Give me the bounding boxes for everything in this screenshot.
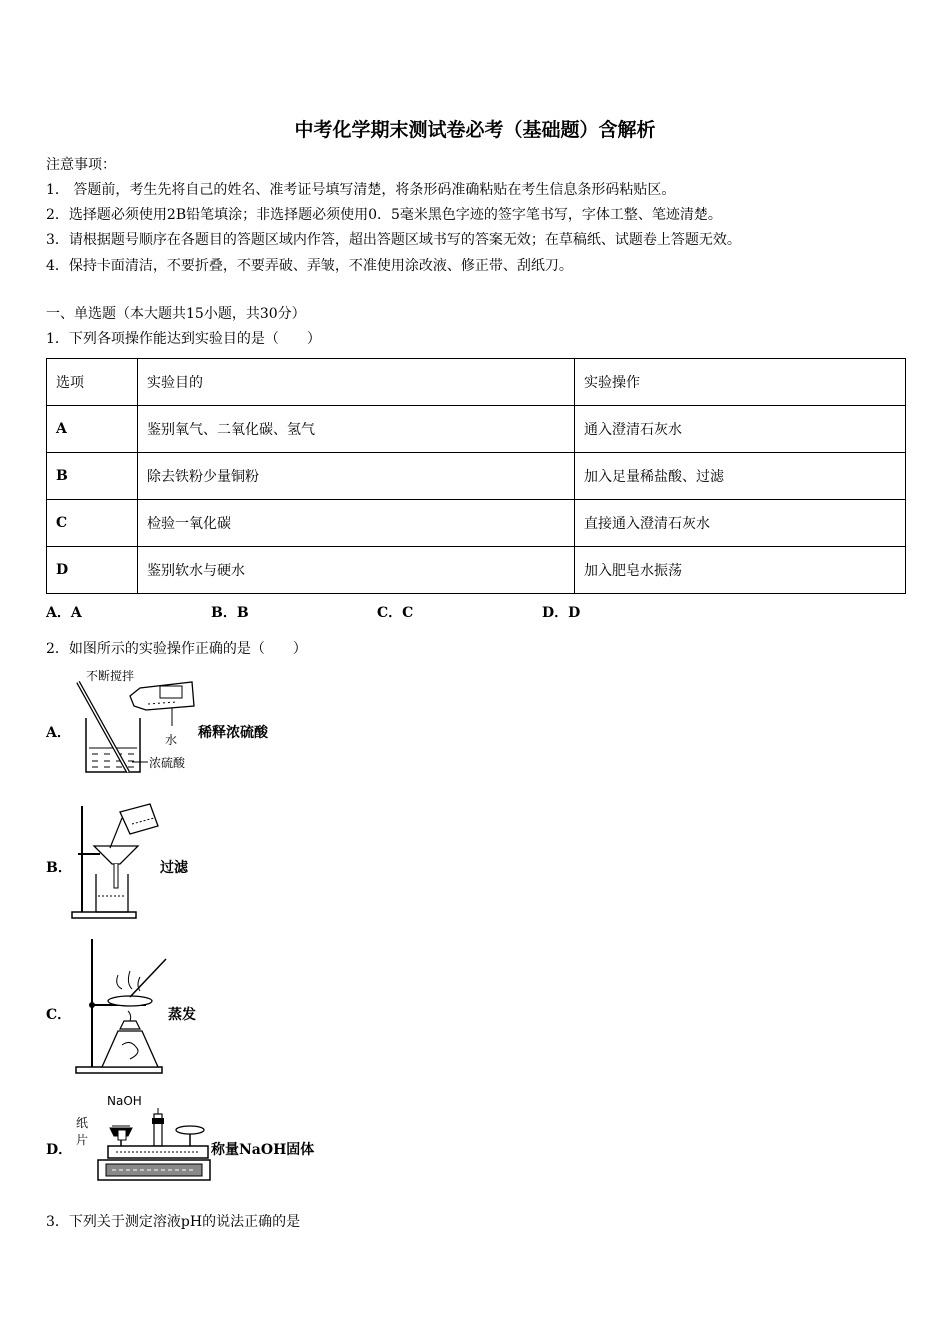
table-cell: 检验一氧化碳 bbox=[138, 500, 575, 547]
naoh-label: NaOH bbox=[107, 1094, 142, 1108]
answer-option-c[interactable]: C．C bbox=[377, 605, 414, 621]
table-cell: 加入足量稀盐酸、过滤 bbox=[575, 453, 906, 500]
table-cell: 鉴别软水与硬水 bbox=[138, 547, 575, 594]
notice-item: 2．选择题必须使用2B铅笔填涂；非选择题必须使用0．5毫米黑色字迹的签字笔书写，字体工整、笔迹清楚。 bbox=[46, 207, 722, 223]
water-label: 水 bbox=[165, 733, 178, 747]
evaporation-illustration bbox=[70, 935, 172, 1075]
notice-item: 4．保持卡面清洁，不要折叠，不要弄破、弄皱，不准使用涂改液、修正带、刮纸刀。 bbox=[46, 258, 573, 274]
question-1-table bbox=[46, 358, 906, 594]
acid-label: 浓硫酸 bbox=[149, 756, 186, 770]
section-heading: 一、单选题（本大题共15小题，共30分） bbox=[46, 306, 306, 322]
balance-illustration bbox=[88, 1102, 212, 1184]
option-b-letter[interactable]: B． bbox=[46, 860, 72, 876]
answer-option-a[interactable]: A．A bbox=[46, 605, 82, 621]
answer-option-b[interactable]: B．B bbox=[211, 605, 249, 621]
paper-label-1: 纸 bbox=[76, 1116, 89, 1130]
answer-option-d[interactable]: D．D bbox=[542, 605, 581, 621]
table-cell: 通入澄清石灰水 bbox=[575, 406, 906, 453]
header-cell: 选项 bbox=[47, 359, 138, 406]
table-cell: 加入肥皂水振荡 bbox=[575, 547, 906, 594]
option-c-caption: 蒸发 bbox=[168, 1007, 196, 1023]
table-cell: D bbox=[47, 547, 138, 594]
option-a-letter[interactable]: A． bbox=[46, 725, 71, 741]
option-b-caption: 过滤 bbox=[160, 860, 188, 876]
question-3-stem: 3．下列关于测定溶液pH的说法正确的是 bbox=[46, 1214, 301, 1230]
notice-item: 1． 答题前，考生先将自己的姓名、准考证号填写清楚，将条形码准确粘贴在考生信息条形码粘贴区。 bbox=[46, 182, 676, 198]
filtration-illustration bbox=[70, 800, 162, 922]
table-cell: 直接通入澄清石灰水 bbox=[575, 500, 906, 547]
table-row bbox=[47, 547, 906, 594]
option-d-caption: 称量NaOH固体 bbox=[211, 1142, 315, 1158]
paper-label-2: 片 bbox=[76, 1133, 89, 1147]
table-cell: C bbox=[47, 500, 138, 547]
header-cell: 实验目的 bbox=[138, 359, 575, 406]
option-d-letter[interactable]: D． bbox=[46, 1142, 73, 1158]
stir-label: 不断搅拌 bbox=[86, 669, 135, 683]
page-title: 中考化学期末测试卷必考（基础题）含解析 bbox=[294, 119, 656, 141]
table-row bbox=[47, 453, 906, 500]
table-row bbox=[47, 406, 906, 453]
option-a-caption: 稀释浓硫酸 bbox=[198, 725, 268, 741]
table-header-row bbox=[47, 359, 906, 406]
header-cell: 实验操作 bbox=[575, 359, 906, 406]
notice-heading: 注意事项： bbox=[46, 157, 116, 173]
question-2-stem: 2．如图所示的实验操作正确的是（ ） bbox=[46, 641, 307, 657]
table-cell: B bbox=[47, 453, 138, 500]
notice-item: 3．请根据题号顺序在各题目的答题区域内作答，超出答题区域书写的答案无效；在草稿纸、试题卷上答题无效。 bbox=[46, 232, 741, 248]
table-cell: A bbox=[47, 406, 138, 453]
option-c-letter[interactable]: C． bbox=[46, 1007, 72, 1023]
table-cell: 除去铁粉少量铜粉 bbox=[138, 453, 575, 500]
table-row bbox=[47, 500, 906, 547]
table-cell: 鉴别氧气、二氧化碳、氢气 bbox=[138, 406, 575, 453]
question-1-stem: 1．下列各项操作能达到实验目的是（ ） bbox=[46, 331, 321, 347]
